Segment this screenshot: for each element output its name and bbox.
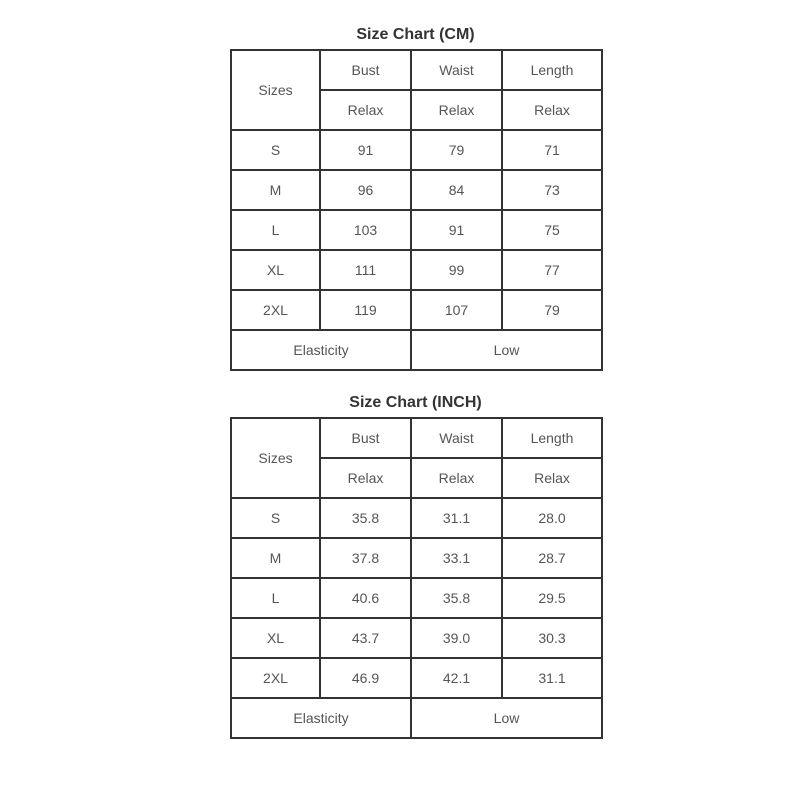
size-cell: M: [231, 170, 320, 210]
waist-cell: 35.8: [411, 578, 502, 618]
size-cell: M: [231, 538, 320, 578]
elasticity-label: Elasticity: [231, 330, 411, 370]
fit-bust: Relax: [320, 458, 411, 498]
fit-bust: Relax: [320, 90, 411, 130]
bust-cell: 35.8: [320, 498, 411, 538]
table-row: [231, 658, 602, 698]
table-row: [231, 538, 602, 578]
fit-length: Relax: [502, 90, 602, 130]
elasticity-value: Low: [411, 698, 602, 738]
table-row: [231, 578, 602, 618]
size-chart-inch-title: Size Chart (INCH): [349, 394, 482, 411]
waist-cell: 84: [411, 170, 502, 210]
waist-cell: 107: [411, 290, 502, 330]
size-cell: L: [231, 210, 320, 250]
header-bust: Bust: [320, 50, 411, 90]
table-row: [231, 498, 602, 538]
size-cell: 2XL: [231, 290, 320, 330]
table-header-row: [231, 418, 602, 458]
length-cell: 28.0: [502, 498, 602, 538]
length-cell: 73: [502, 170, 602, 210]
fit-waist: Relax: [411, 90, 502, 130]
header-sizes: Sizes: [231, 50, 320, 130]
bust-cell: 37.8: [320, 538, 411, 578]
header-sizes: Sizes: [231, 418, 320, 498]
header-waist: Waist: [411, 418, 502, 458]
waist-cell: 42.1: [411, 658, 502, 698]
bust-cell: 46.9: [320, 658, 411, 698]
table-row: [231, 250, 602, 290]
bust-cell: 111: [320, 250, 411, 290]
elasticity-row: [231, 330, 602, 370]
table-row: [231, 170, 602, 210]
size-cell: XL: [231, 618, 320, 658]
table-header-row: [231, 50, 602, 90]
header-bust: Bust: [320, 418, 411, 458]
header-waist: Waist: [411, 50, 502, 90]
size-cell: 2XL: [231, 658, 320, 698]
length-cell: 77: [502, 250, 602, 290]
size-chart-cm-table: [230, 49, 603, 371]
waist-cell: 99: [411, 250, 502, 290]
table-row: [231, 130, 602, 170]
bust-cell: 96: [320, 170, 411, 210]
bust-cell: 43.7: [320, 618, 411, 658]
bust-cell: 103: [320, 210, 411, 250]
size-cell: L: [231, 578, 320, 618]
bust-cell: 119: [320, 290, 411, 330]
length-cell: 71: [502, 130, 602, 170]
fit-length: Relax: [502, 458, 602, 498]
size-chart-inch-table: [230, 417, 603, 739]
header-length: Length: [502, 50, 602, 90]
table-row: [231, 290, 602, 330]
size-chart-cm-title: Size Chart (CM): [356, 26, 475, 43]
length-cell: 28.7: [502, 538, 602, 578]
fit-waist: Relax: [411, 458, 502, 498]
elasticity-label: Elasticity: [231, 698, 411, 738]
waist-cell: 39.0: [411, 618, 502, 658]
bust-cell: 91: [320, 130, 411, 170]
length-cell: 31.1: [502, 658, 602, 698]
length-cell: 30.3: [502, 618, 602, 658]
size-cell: S: [231, 498, 320, 538]
header-length: Length: [502, 418, 602, 458]
waist-cell: 33.1: [411, 538, 502, 578]
size-cell: S: [231, 130, 320, 170]
waist-cell: 91: [411, 210, 502, 250]
waist-cell: 31.1: [411, 498, 502, 538]
length-cell: 75: [502, 210, 602, 250]
waist-cell: 79: [411, 130, 502, 170]
length-cell: 29.5: [502, 578, 602, 618]
table-row: [231, 210, 602, 250]
size-cell: XL: [231, 250, 320, 290]
bust-cell: 40.6: [320, 578, 411, 618]
length-cell: 79: [502, 290, 602, 330]
elasticity-row: [231, 698, 602, 738]
elasticity-value: Low: [411, 330, 602, 370]
table-row: [231, 618, 602, 658]
